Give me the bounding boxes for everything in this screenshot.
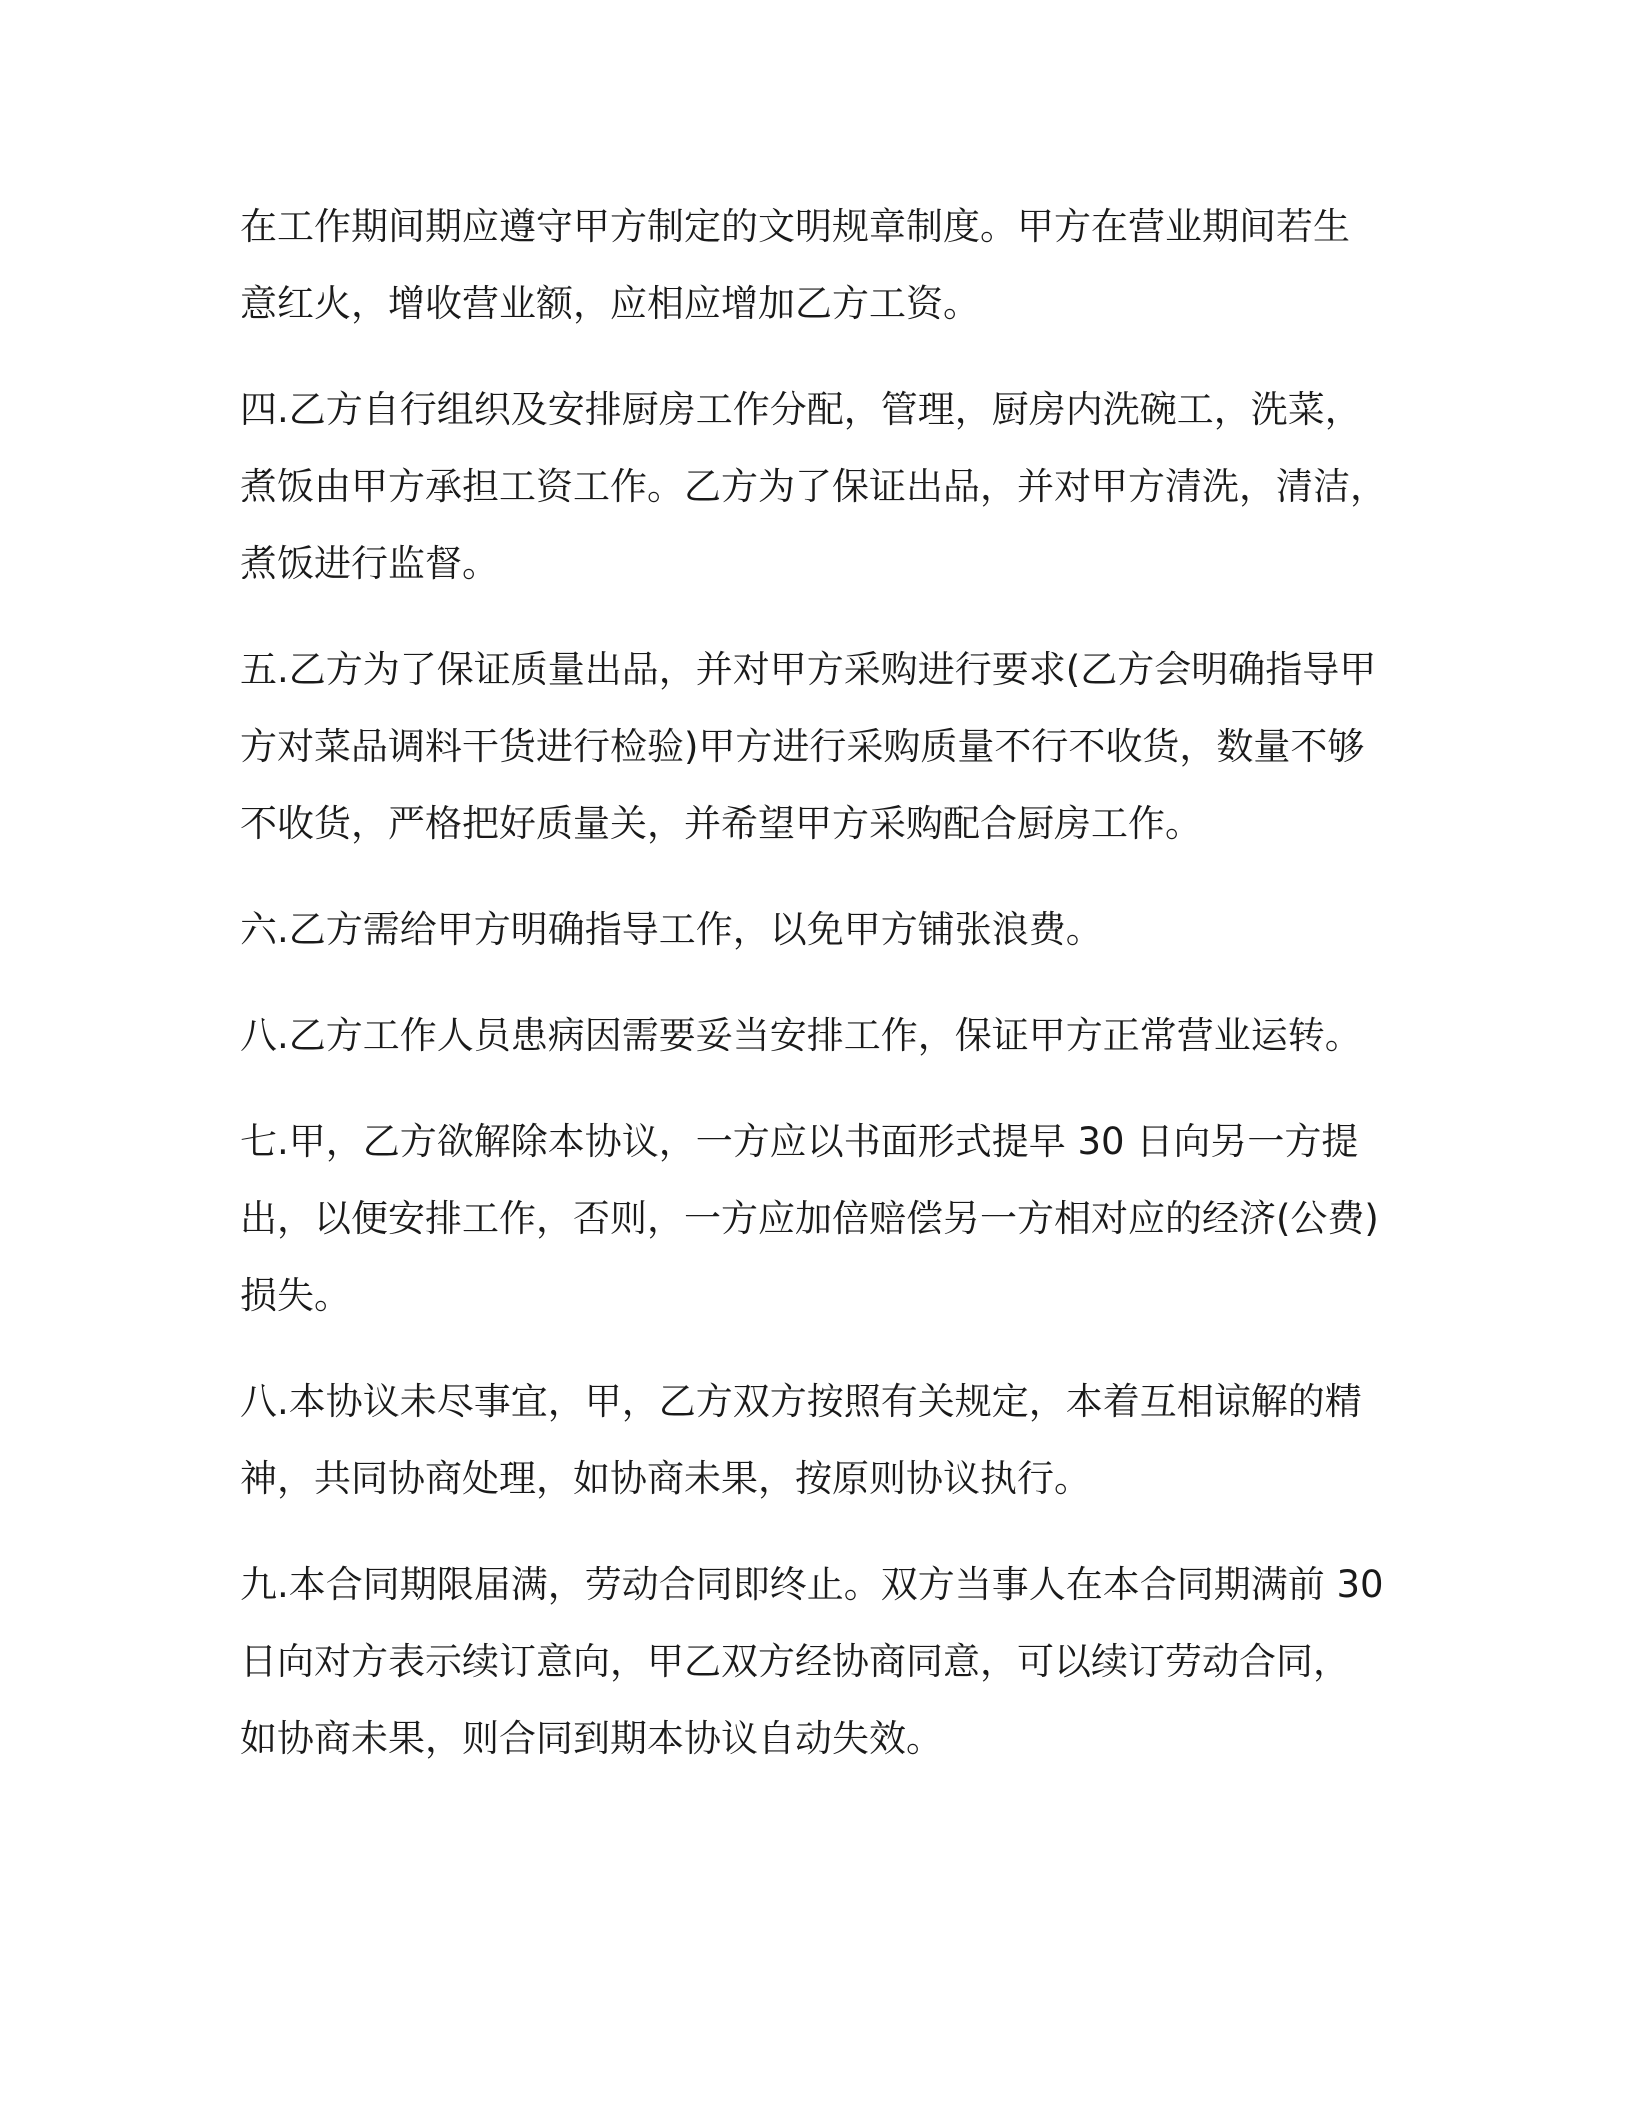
paragraph-line: 神，共同协商处理，如协商未果，按原则协议执行。 xyxy=(240,1457,1091,1500)
paragraph-line: 五.乙方为了保证质量出品，并对甲方采购进行要求(乙方会明确指导甲 xyxy=(240,648,1377,691)
paragraph-line: 六.乙方需给甲方明确指导工作，以免甲方铺张浪费。 xyxy=(240,908,1103,951)
paragraph-work-rules xyxy=(240,188,1400,342)
paragraph-line: 八.本协议未尽事宜，甲，乙方双方按照有关规定，本着互相谅解的精 xyxy=(240,1380,1362,1423)
paragraph-line: 如协商未果，则合同到期本协议自动失效。 xyxy=(240,1717,943,1760)
paragraph-line: 不收货，严格把好质量关，并希望甲方采购配合厨房工作。 xyxy=(240,802,1202,845)
paragraph-clause-7 xyxy=(240,1103,1400,1334)
paragraph-clause-8a xyxy=(240,997,1400,1074)
paragraph-line: 八.乙方工作人员患病因需要妥当安排工作，保证甲方正常营业运转。 xyxy=(240,1014,1362,1057)
document-body xyxy=(240,188,1400,1806)
paragraph-line: 日向对方表示续订意向，甲乙双方经协商同意，可以续订劳动合同， xyxy=(240,1640,1350,1683)
paragraph-line: 煮饭进行监督。 xyxy=(240,542,499,585)
paragraph-clause-4 xyxy=(240,371,1400,602)
paragraph-line: 损失。 xyxy=(240,1274,351,1317)
paragraph-line: 出，以便安排工作，否则，一方应加倍赔偿另一方相对应的经济(公费) xyxy=(240,1197,1379,1240)
paragraph-line: 煮饭由甲方承担工资工作。乙方为了保证出品，并对甲方清洗，清洁， xyxy=(240,465,1387,508)
paragraph-clause-6 xyxy=(240,891,1400,968)
paragraph-clause-5 xyxy=(240,631,1400,862)
paragraph-line: 七.甲，乙方欲解除本协议，一方应以书面形式提早 30 日向另一方提 xyxy=(240,1120,1359,1163)
paragraph-line: 四.乙方自行组织及安排厨房工作分配，管理，厨房内洗碗工，洗菜， xyxy=(240,388,1362,431)
paragraph-clause-9 xyxy=(240,1546,1400,1777)
paragraph-line: 九.本合同期限届满，劳动合同即终止。双方当事人在本合同期满前 30 xyxy=(240,1563,1384,1606)
paragraph-line: 方对菜品调料干货进行检验)甲方进行采购质量不行不收货，数量不够 xyxy=(240,725,1365,768)
paragraph-line: 在工作期间期应遵守甲方制定的文明规章制度。甲方在营业期间若生 xyxy=(240,205,1350,248)
paragraph-line: 意红火，增收营业额，应相应增加乙方工资。 xyxy=(240,282,980,325)
paragraph-clause-8b xyxy=(240,1363,1400,1517)
